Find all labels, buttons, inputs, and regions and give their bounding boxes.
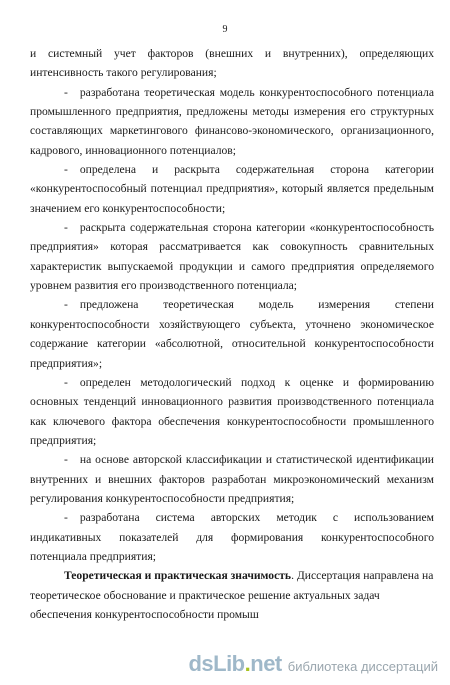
watermark-logo — [188, 653, 281, 675]
page-number: 9 — [222, 24, 228, 35]
list-item-text: разработана система авторских методик с использованием индикативных показателей для формирования конкурентоспособного потенциала предприятия; — [30, 511, 434, 563]
watermark-caption: библиотека диссертаций — [287, 659, 438, 674]
watermark — [188, 653, 438, 675]
list-item — [30, 373, 434, 450]
list-item — [30, 450, 434, 508]
watermark-logo-name: dsLib — [188, 651, 245, 676]
list-item-text: на основе авторской классификации и статистической идентификации внутренних и внешних факторов разработан микроэкономический механизм регулирования конкурентоспособности предприятия; — [30, 453, 434, 505]
section-heading: Теоретическая и практическая значимость — [64, 569, 292, 583]
list-item-text: определена и раскрыта содержательная сторона категории «конкурентоспособный потенциал предприятия», который является предельным значением его конкурентоспособности; — [30, 163, 434, 215]
section-body: . Диссертация направлена на теоретическое обоснование и практическое решение актуальных задач обеспечения конкурентоспособности промыш — [30, 569, 434, 621]
list-item-text: разработана теоретическая модель конкурентоспособного потенциала промышленного предприятия, предложены методы измерения его структурных составляющих маркетингового финансово-экономического, организационного, кадрового, инновационного потенциалов; — [30, 85, 434, 157]
list-bullet: - — [64, 453, 68, 467]
list-item-text: раскрыта содержательная сторона категории «конкурентоспособность предприятия» которая рассматривается как совокупность сравнительных характеристик выпускаемой продукции и самого предприятия определяемого уровнем развития его производственного потенциала; — [30, 221, 434, 293]
section-paragraph — [30, 566, 434, 624]
document-body — [30, 44, 434, 624]
list-bullet: - — [64, 298, 68, 312]
list-item — [30, 160, 434, 218]
list-item-text: предложена теоретическая модель измерения степени конкурентоспособности хозяйствующего субъекта, уточнено экономическое содержание категории «абсолютной, относительной конкурентоспособности предприятия»; — [30, 298, 434, 370]
list-bullet: - — [64, 375, 68, 389]
paragraph-continuation: и системный учет факторов (внешних и внутренних), определяющих интенсивность такого регулирования; — [30, 47, 434, 80]
list-bullet: - — [64, 511, 68, 525]
list-item — [30, 83, 434, 160]
list-item-text: определен методологический подход к оценке и формированию основных тенденций инновационного развития производственного потенциала как ключевого фактора обеспечения конкурентоспособности промышленного предприятия; — [30, 375, 434, 447]
list-bullet: - — [64, 221, 68, 235]
watermark-logo-dot: . — [244, 651, 251, 676]
list-item — [30, 295, 434, 372]
list-item — [30, 508, 434, 566]
list-bullet: - — [64, 163, 68, 177]
list-item — [30, 218, 434, 295]
list-bullet: - — [64, 85, 68, 99]
watermark-logo-tld: net — [250, 651, 282, 676]
